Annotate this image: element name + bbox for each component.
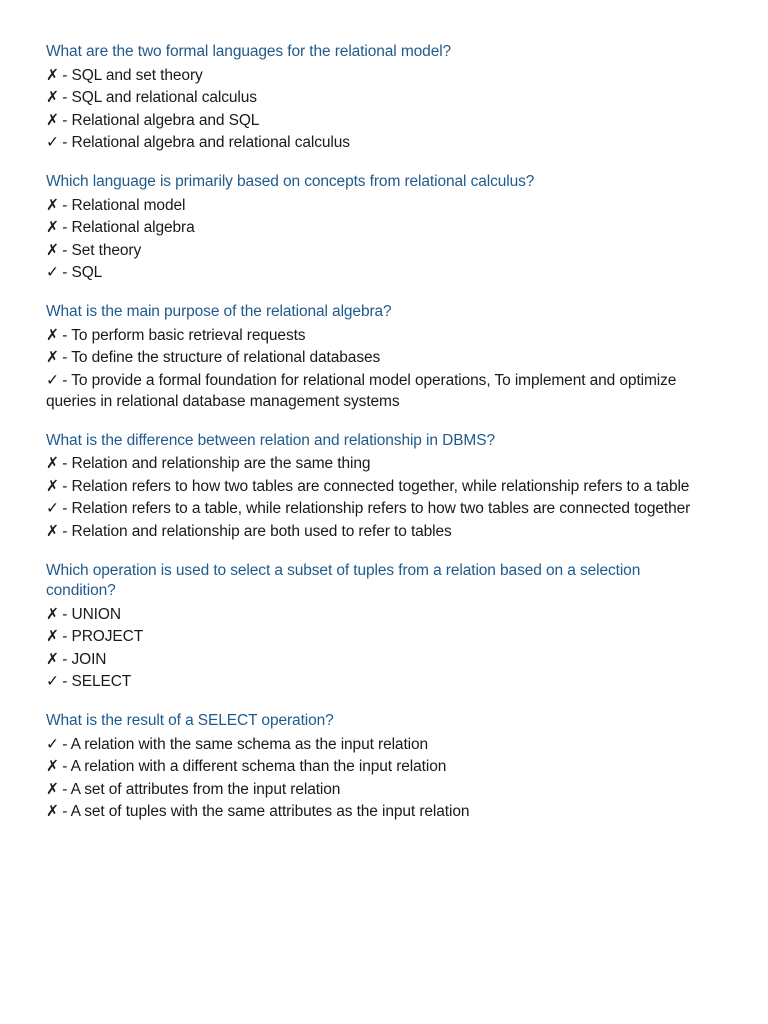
cross-icon: ✗: [46, 349, 59, 366]
cross-icon: ✗: [46, 326, 59, 344]
cross-icon: ✗: [46, 66, 59, 84]
check-icon: ✓: [46, 134, 59, 151]
check-icon: ✓: [46, 673, 59, 690]
question-text: Which language is primarily based on concepts from relational calculus?: [46, 173, 535, 190]
check-icon: ✓: [46, 371, 59, 389]
answer-option: [46, 195, 712, 216]
answer-text: - Relation and relationship are the same thing: [58, 455, 371, 472]
answer-option: [46, 671, 712, 692]
answer-option: [46, 453, 712, 474]
answer-text: - A set of attributes from the input relation: [58, 780, 341, 798]
answer-text: - Relation and relationship are both used to refer to tables: [58, 522, 452, 540]
question-block: [46, 42, 712, 153]
cross-icon: ✗: [46, 803, 59, 820]
answer-option: [46, 801, 712, 822]
answer-option: [46, 521, 712, 542]
answer-option: [46, 604, 712, 625]
answer-text: - A relation with a different schema than the input relation: [58, 758, 447, 775]
question-block: [46, 302, 712, 412]
cross-icon: ✗: [46, 455, 59, 472]
answer-option: [46, 498, 712, 519]
check-icon: ✓: [46, 264, 59, 281]
question-block: [46, 431, 712, 542]
answer-text: - To provide a formal foundation for relational model operations, To implement and optimize queries in relational database management systems: [46, 371, 677, 410]
cross-icon: ✗: [46, 650, 59, 668]
cross-icon: ✗: [46, 758, 59, 775]
cross-icon: ✗: [46, 522, 59, 540]
answer-text: - SQL: [58, 264, 103, 281]
question-text: What is the result of a SELECT operation?: [46, 712, 334, 729]
answer-text: - Relation refers to a table, while relationship refers to how two tables are connected together: [58, 500, 691, 517]
answer-text: - SQL and set theory: [58, 66, 203, 84]
answer-option: [46, 347, 712, 368]
question-text: What is the main purpose of the relational algebra?: [46, 303, 392, 320]
answer-option: [46, 779, 712, 800]
answer-text: - Relational algebra and SQL: [58, 111, 260, 129]
answer-text: - Set theory: [58, 241, 142, 259]
check-icon: ✓: [46, 735, 59, 753]
cross-icon: ✗: [46, 196, 59, 214]
cross-icon: ✗: [46, 780, 59, 798]
question-text: Which operation is used to select a subset of tuples from a relation based on a selection condition?: [46, 561, 641, 599]
question-block: [46, 561, 712, 693]
answer-text: - Relation refers to how two tables are connected together, while relationship refers to a table: [58, 477, 690, 495]
cross-icon: ✗: [46, 89, 59, 106]
question-block: [46, 711, 712, 822]
answer-option: [46, 626, 712, 647]
cross-icon: ✗: [46, 605, 59, 623]
answer-option: [46, 132, 712, 153]
answer-option: [46, 217, 712, 238]
answer-text: - To perform basic retrieval requests: [58, 326, 306, 344]
question-text: What is the difference between relation and relationship in DBMS?: [46, 431, 496, 449]
answer-text: - PROJECT: [58, 628, 144, 645]
answer-text: - SELECT: [58, 673, 132, 690]
answer-option: [46, 649, 712, 670]
cross-icon: ✗: [46, 628, 59, 645]
cross-icon: ✗: [46, 111, 59, 129]
answer-option: [46, 262, 712, 283]
answer-option: [46, 370, 712, 412]
answer-option: [46, 110, 712, 131]
answer-option: [46, 734, 712, 755]
check-icon: ✓: [46, 500, 59, 517]
answer-option: [46, 87, 712, 108]
answer-text: - Relational model: [58, 196, 186, 214]
answer-option: [46, 240, 712, 261]
cross-icon: ✗: [46, 477, 59, 495]
answer-text: - JOIN: [58, 650, 107, 668]
answer-option: [46, 756, 712, 777]
question-block: [46, 172, 712, 283]
cross-icon: ✗: [46, 241, 59, 259]
answer-text: - A relation with the same schema as the input relation: [58, 735, 429, 753]
cross-icon: ✗: [46, 219, 59, 236]
answer-text: - A set of tuples with the same attributes as the input relation: [58, 803, 470, 820]
answer-option: [46, 325, 712, 346]
answer-option: [46, 476, 712, 497]
answer-text: - Relational algebra: [58, 219, 195, 236]
answer-text: - Relational algebra and relational calculus: [58, 134, 350, 151]
answer-text: - UNION: [58, 605, 121, 623]
question-text: What are the two formal languages for the relational model?: [46, 43, 452, 60]
answer-text: - SQL and relational calculus: [58, 89, 257, 106]
answer-option: [46, 65, 712, 86]
answer-text: - To define the structure of relational databases: [58, 349, 381, 366]
